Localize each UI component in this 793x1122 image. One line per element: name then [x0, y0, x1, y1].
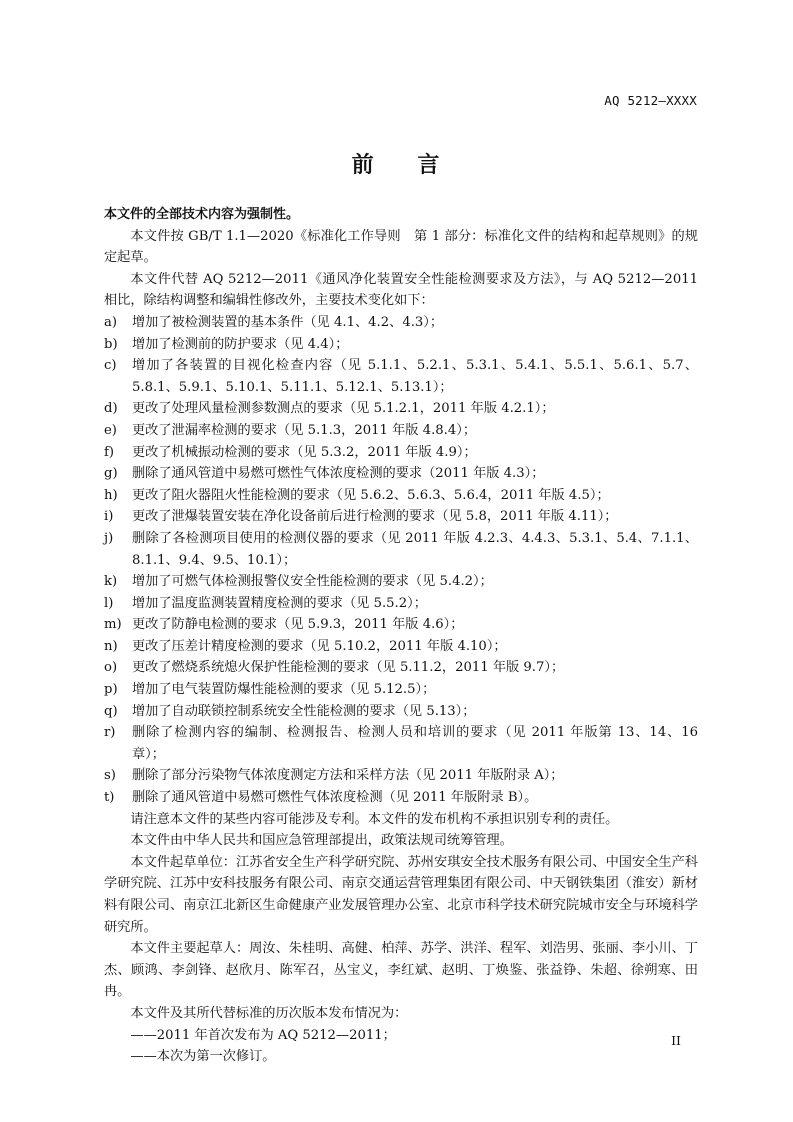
list-marker: a) — [104, 314, 118, 330]
list-item-text: 更改了防静电检测的要求（见 5.9.3，2011 年版 4.6）； — [132, 617, 464, 633]
list-item — [104, 765, 698, 787]
list-item-text: 增加了温度监测装置精度检测的要求（见 5.5.2）； — [132, 595, 427, 611]
list-item-text: 增加了电气装置防爆性能检测的要求（见 5.12.5）； — [132, 682, 436, 698]
list-item — [104, 528, 698, 571]
list-marker: f) — [104, 444, 115, 460]
list-item — [104, 463, 698, 485]
list-item — [104, 334, 698, 356]
foreword-body — [104, 204, 698, 1068]
page-number: II — [671, 1033, 681, 1048]
list-marker: l) — [104, 595, 114, 611]
paragraph-drafting-rules: 本文件按 GB/T 1.1—2020《标准化工作导则 第 1 部分：标准化文件的结构和起草规则》的规定起草。 — [104, 228, 698, 266]
list-item-text: 删除了通风管道中易燃可燃性气体浓度检测的要求（2011 年版 4.3）； — [132, 466, 545, 482]
history-item-first-release: ——2011 年首次发布为 AQ 5212—2011； — [130, 1027, 396, 1043]
list-item-text: 增加了被检测装置的基本条件（见 4.1、4.2、4.3）； — [132, 314, 444, 330]
list-item — [104, 593, 698, 615]
list-item — [104, 442, 698, 464]
list-item-text: 更改了机械振动检测的要求（见 5.3.2，2011 年版 4.9）； — [132, 444, 477, 460]
list-item-text: 增加了检测前的防护要求（见 4.4）； — [132, 336, 349, 352]
list-item — [104, 571, 698, 593]
paragraph-version-history: 本文件及其所代替标准的历次版本发布情况为： — [130, 1005, 408, 1021]
list-marker: e) — [104, 422, 117, 438]
list-item-text: 更改了泄爆装置安装在净化设备前后进行检测的要求（见 5.8，2011 年版 4.11）； — [132, 509, 618, 525]
paragraph-patent-notice: 请注意本文件的某些内容可能涉及专利。本文件的发布机构不承担识别专利的责任。 — [130, 811, 619, 827]
list-item — [104, 722, 698, 765]
list-marker: i) — [104, 509, 114, 525]
list-item — [104, 614, 698, 636]
list-item — [104, 701, 698, 723]
list-item-text: 更改了压差计精度检测的要求（见 5.10.2，2011 年版 4.10）； — [132, 638, 507, 654]
list-item-text: 删除了各检测项目使用的检测仪器的要求（见 2011 年版 4.2.3、4.4.3、5.3.1、5.4、7.1.1、8.1.1、9.4、9.5、10.1）； — [132, 530, 698, 568]
list-marker: t) — [104, 790, 115, 806]
list-item-text: 更改了燃烧系统熄火保护性能检测的要求（见 5.11.2，2011 年版 9.7）； — [132, 660, 565, 676]
list-marker: d) — [104, 401, 118, 417]
history-item-revision: ——本次为第一次修订。 — [130, 1049, 276, 1065]
list-item — [104, 787, 698, 809]
list-marker: k) — [104, 574, 118, 590]
list-marker: q) — [104, 703, 118, 719]
paragraph-proposer: 本文件由中华人民共和国应急管理部提出，政策法规司统筹管理。 — [130, 833, 513, 849]
list-marker: s) — [104, 768, 116, 784]
list-item-text: 删除了通风管道中易燃可燃性气体浓度检测（见 2011 年版附录 B）。 — [132, 790, 538, 806]
page-title: 前 言 — [351, 153, 442, 178]
mandatory-statement: 本文件的全部技术内容为强制性。 — [104, 207, 300, 222]
list-marker: j) — [104, 530, 114, 546]
list-marker: r) — [104, 725, 116, 741]
list-item-text: 增加了可燃气体检测报警仪安全性能检测的要求（见 5.4.2）； — [132, 574, 493, 590]
changes-list — [104, 312, 698, 809]
list-marker: b) — [104, 336, 118, 352]
list-item-text: 更改了泄漏率检测的要求（见 5.1.3，2011 年版 4.8.4）； — [132, 422, 477, 438]
paragraph-replacement: 本文件代替 AQ 5212—2011《通风净化装置安全性能检测要求及方法》，与 AQ 5212—2011 相比，除结构调整和编辑性修改外，主要技术变化如下： — [104, 271, 698, 309]
list-marker: c) — [104, 358, 117, 374]
document-code: AQ 5212—XXXX — [604, 93, 697, 108]
list-item-text: 更改了阻火器阻火性能检测的要求（见 5.6.2、5.6.3、5.6.4，2011 年版 4.5）； — [132, 487, 610, 503]
list-marker: m) — [104, 617, 122, 633]
list-item — [104, 636, 698, 658]
list-item — [104, 485, 698, 507]
list-item — [104, 506, 698, 528]
list-item-text: 删除了部分污染物气体浓度测定方法和采样方法（见 2011 年版附录 A）； — [132, 768, 564, 784]
list-item-text: 增加了自动联锁控制系统安全性能检测的要求（见 5.13）； — [132, 703, 476, 719]
list-item — [104, 420, 698, 442]
paragraph-drafters: 本文件主要起草人：周汝、朱桂明、高健、柏萍、苏学、洪洋、程军、刘浩男、张丽、李小川、丁杰、顾鸿、李剑锋、赵欣月、陈军召，丛宝义，李红斌、赵明、丁焕鉴、张益铮、朱超、徐朔寒、田冉。 — [104, 941, 698, 1000]
list-item — [104, 679, 698, 701]
list-marker: p) — [104, 682, 118, 698]
list-marker: h) — [104, 487, 118, 503]
list-item-text: 增加了各装置的目视化检查内容（见 5.1.1、5.2.1、5.3.1、5.4.1、5.5.1、5.6.1、5.7、5.8.1、5.9.1、5.10.1、5.11.1、5.12.1、5.13.1）； — [132, 358, 698, 395]
list-item-text: 更改了处理风量检测参数测点的要求（见 5.1.2.1，2011 年版 4.2.1）； — [132, 401, 555, 417]
list-item — [104, 657, 698, 679]
list-item — [104, 355, 698, 398]
list-item — [104, 312, 698, 334]
paragraph-drafting-units: 本文件起草单位：江苏省安全生产科学研究院、苏州安琪安全技术服务有限公司、中国安全生产科学研究院、江苏中安科技服务有限公司、南京交通运营管理集团有限公司、中天钢铁集团（淮安）新材料有限公司、南京江北新区生命健康产业发展管理办公室、北京市科学技术研究院城市安全与环境科学研究所。 — [104, 854, 698, 935]
list-marker: n) — [104, 638, 118, 654]
list-marker: o) — [104, 660, 118, 676]
list-item — [104, 398, 698, 420]
list-item-text: 删除了检测内容的编制、检测报告、检测人员和培训的要求（见 2011 年版第 13、14、16 章）； — [132, 725, 698, 762]
list-marker: g) — [104, 466, 118, 482]
